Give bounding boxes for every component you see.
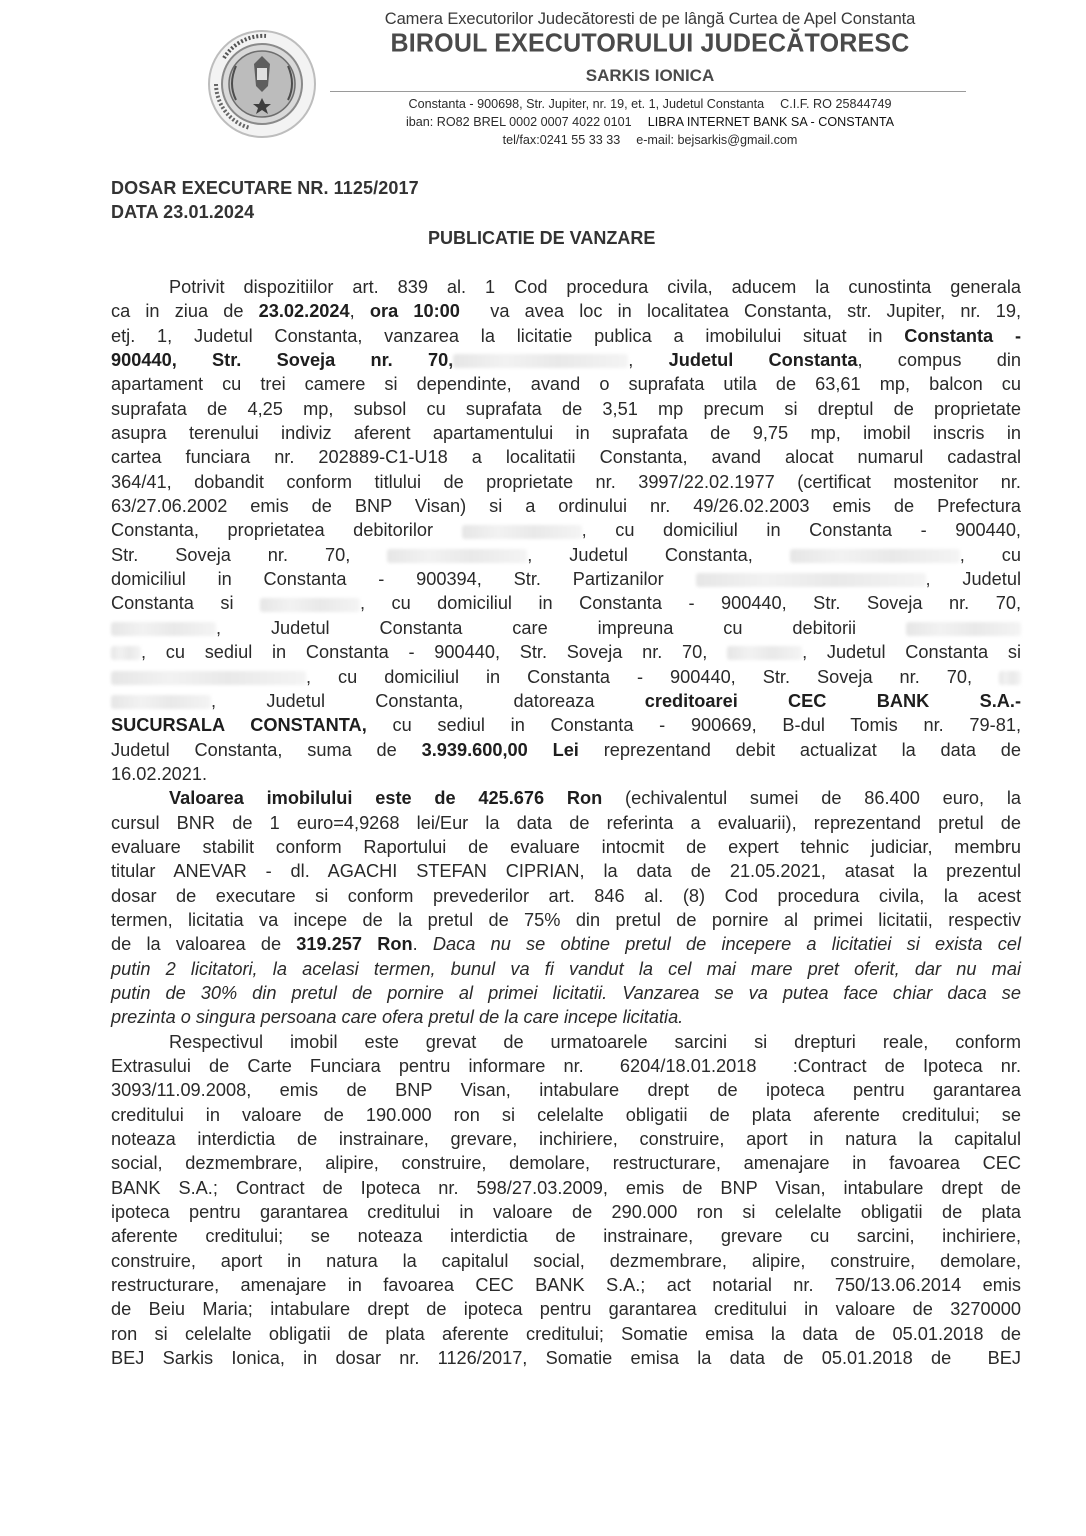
case-date: DATA 23.01.2024 bbox=[111, 202, 255, 222]
text-segment: cursul BNR de 1 euro=4,9268 lei/Eur la data de referinta a evaluarii), reprezentand pretul de bbox=[111, 812, 1021, 833]
italic-text: Daca nu se obtine pretul de incepere a licitatiei si exista cel bbox=[432, 934, 1021, 955]
text-line bbox=[111, 689, 1021, 713]
bailiff-seal-icon bbox=[206, 28, 318, 140]
text-segment: , Judetul bbox=[925, 569, 1021, 590]
text-line bbox=[111, 1224, 1021, 1248]
text-segment: Constanta, proprietatea debitorilor bbox=[111, 520, 462, 541]
text-segment: aferente creditului; se noteaza interdictia de instrainare, grevare cu sarcini, inchiriere, bbox=[111, 1226, 1021, 1247]
text-segment: termen, licitatia va incepe de la pretul de 75% din pretul de pornire al primei licitatii, respectiv bbox=[111, 909, 1021, 930]
text-segment: , bbox=[628, 350, 669, 371]
text-line bbox=[111, 713, 1021, 737]
text-segment: , Judetul Constanta si bbox=[802, 642, 1021, 663]
redacted-text bbox=[387, 549, 527, 563]
bold-text: 900440, Str. Soveja nr. 70, bbox=[111, 350, 454, 371]
office-contact-line bbox=[330, 133, 970, 147]
text-line bbox=[111, 324, 1021, 348]
text-line bbox=[111, 1005, 1021, 1029]
office-cif: C.I.F. RO 25844749 bbox=[780, 97, 892, 111]
redacted-text bbox=[111, 622, 216, 636]
office-tel: tel/fax:0241 55 33 33 bbox=[502, 133, 621, 147]
text-segment: , cu bbox=[959, 544, 1021, 565]
text-line bbox=[111, 884, 1021, 908]
text-line bbox=[111, 299, 1021, 323]
text-line bbox=[111, 1273, 1021, 1297]
text-segment: ron si celelalte obligatii de plata aferente creditului; Somatie emisa la data de 05.01.2018 de bbox=[111, 1323, 1021, 1344]
redacted-text bbox=[462, 525, 582, 539]
office-address: Constanta - 900698, Str. Jupiter, nr. 19, et. 1, Judetul Constanta bbox=[408, 97, 765, 111]
text-line bbox=[111, 1030, 1021, 1054]
text-line bbox=[111, 786, 1021, 810]
text-line bbox=[111, 1103, 1021, 1127]
text-segment: , bbox=[349, 301, 370, 322]
text-segment: etj. 1, Judetul Constanta, vanzarea la licitatie publica a imobilului situat in bbox=[111, 325, 905, 346]
text-segment: cu sediul in Constanta - 900669, B-dul Tomis nr. 79-81, bbox=[366, 715, 1021, 736]
text-segment: 364/41, dobandit conform titlului de proprietate nr. 3997/22.02.1977 (certificat mostenitor nr. bbox=[111, 471, 1021, 492]
bold-text: SUCURSALA CONSTANTA, bbox=[111, 715, 367, 736]
document-title: PUBLICATIE DE VANZARE bbox=[428, 228, 656, 248]
text-segment: construire, aport in natura la capitalul social, dezmembrare, alipire, construire, demolare, bbox=[111, 1250, 1021, 1271]
text-line bbox=[111, 518, 1021, 542]
text-line bbox=[111, 372, 1021, 396]
italic-text: putin de 30% din pretul de pornire al primei licitatii. Vanzarea se va putea face chiar daca se bbox=[111, 982, 1021, 1003]
case-number: DOSAR EXECUTARE NR. 1125/2017 bbox=[111, 178, 419, 198]
bold-text: 3.939.600,00 Lei bbox=[421, 739, 579, 760]
text-line bbox=[111, 1322, 1021, 1346]
text-line bbox=[111, 543, 1021, 567]
office-address-line bbox=[330, 97, 970, 111]
text-line bbox=[111, 665, 1021, 689]
text-segment: creditului in valoare de 190.000 ron si celelalte obligatii de plata aferente creditului; se bbox=[111, 1104, 1021, 1125]
text-line bbox=[111, 1346, 1021, 1370]
bold-text: 319.257 Ron bbox=[296, 934, 413, 955]
bold-text: 23.02.2024 bbox=[258, 301, 350, 322]
text-line bbox=[111, 1054, 1021, 1078]
text-segment: domiciliul in Constanta - 900394, Str. Partizanilor bbox=[111, 569, 696, 590]
text-line bbox=[111, 397, 1021, 421]
text-segment: Potrivit dispozitiilor art. 839 al. 1 Cod procedura civila, aducem la cunostinta generala bbox=[169, 277, 1021, 297]
text-segment: (echivalentul sumei de 86.400 euro, la bbox=[602, 788, 1021, 809]
text-segment: , cu domiciliul in Constanta - 900440, bbox=[581, 520, 1021, 541]
chamber-name: Camera Executorilor Judecătoresti de pe lângă Curtea de Apel Constanta bbox=[384, 10, 916, 28]
office-bank: LIBRA INTERNET BANK SA - CONSTANTA bbox=[647, 115, 895, 129]
text-segment: 3093/11.09.2008, emis de BNP Visan, intabulare drept de ipoteca pentru garantarea bbox=[111, 1080, 1021, 1101]
text-line bbox=[111, 421, 1021, 445]
text-line bbox=[111, 348, 1021, 372]
redacted-text bbox=[906, 622, 1021, 636]
text-segment: va avea loc in localitatea Constanta, str. Jupiter, nr. 19, bbox=[459, 301, 1022, 322]
text-line bbox=[111, 957, 1021, 981]
italic-text: putin 2 licitatori, la acelasi termen, bunul va fi vandut la cel mai mare pret oferit, dar nu mai bbox=[111, 958, 1021, 979]
redacted-text bbox=[453, 354, 628, 368]
text-line bbox=[111, 445, 1021, 469]
bold-text: ora 10:00 bbox=[369, 301, 460, 322]
text-segment: 16.02.2021. bbox=[111, 763, 208, 784]
text-line bbox=[111, 738, 1021, 762]
text-segment: dosar de executare si conform prevederilor art. 846 al. (8) Cod procedura civila, la acest bbox=[111, 885, 1021, 906]
redacted-text bbox=[696, 573, 926, 587]
text-segment: restructurare, amenajare in favoarea CEC BANK S.A.; act notarial nr. 750/13.06.2014 emis bbox=[111, 1275, 1021, 1296]
text-segment: , cu domiciliul in Constanta - 900440, Str. Soveja nr. 70, bbox=[359, 593, 1021, 614]
text-line bbox=[111, 1078, 1021, 1102]
letterhead-divider bbox=[330, 91, 966, 92]
text-segment: , Judetul Constanta care impreuna cu debitorii bbox=[216, 617, 906, 638]
bold-text: Judetul Constanta bbox=[668, 350, 858, 371]
text-segment: , Judetul Constanta, bbox=[527, 544, 790, 565]
text-line bbox=[111, 616, 1021, 640]
redacted-text bbox=[111, 671, 306, 685]
text-segment: Str. Soveja nr. 70, bbox=[111, 544, 388, 565]
bailiff-name: SARKIS IONICA bbox=[585, 66, 715, 85]
redacted-text bbox=[260, 598, 360, 612]
office-iban: iban: RO82 BREL 0002 0007 4022 0101 bbox=[405, 115, 632, 129]
text-segment: de Beiu Maria; intabulare drept de ipoteca pentru garantarea creditului in valoare de 3270000 bbox=[111, 1299, 1021, 1320]
text-segment: , Judetul Constanta, datoreaza bbox=[211, 690, 645, 711]
text-segment: , compus din bbox=[857, 350, 1022, 371]
text-segment: suprafata de 4,25 mp, subsol cu suprafata de 3,51 mp precum si dreptul de proprietate bbox=[111, 398, 1021, 419]
redacted-text bbox=[790, 549, 960, 563]
text-segment: Respectivul imobil este grevat de urmatoarele sarcini si drepturi reale, conform bbox=[169, 1031, 1021, 1052]
text-line bbox=[111, 1127, 1021, 1151]
text-line bbox=[111, 908, 1021, 932]
text-line bbox=[111, 762, 1021, 786]
italic-text: prezinta o singura persoana care ofera pretul de la care incepe licitatia. bbox=[111, 1007, 684, 1028]
text-line bbox=[111, 567, 1021, 591]
office-email[interactable]: e-mail: bejsarkis@gmail.com bbox=[636, 133, 798, 147]
text-segment: cartea funciara nr. 202889-C1-U18 a localitatii Constanta, avand alocat numarul cadastral bbox=[111, 447, 1021, 468]
bold-text: Valoarea imobilului este de 425.676 Ron bbox=[169, 788, 603, 809]
text-segment: Constanta si bbox=[111, 593, 260, 614]
office-name: BIROUL EXECUTORULUI JUDECĂTORESC bbox=[390, 28, 910, 58]
bold-text: creditoarei CEC BANK S.A.- bbox=[644, 690, 1022, 711]
text-segment: . bbox=[412, 934, 433, 955]
text-line bbox=[111, 494, 1021, 518]
text-segment: noteaza interdictia de instrainare, grevare, inchiriere, construire, aport in natura la capitalul bbox=[111, 1129, 1021, 1150]
text-segment: , cu sediul in Constanta - 900440, Str. Soveja nr. 70, bbox=[141, 642, 728, 663]
text-segment: social, dezmembrare, alipire, construire, demolare, restructurare, amenajare in favoarea CEC bbox=[111, 1153, 1021, 1174]
text-line bbox=[111, 470, 1021, 494]
document-body bbox=[111, 275, 1021, 1370]
text-segment: ca in ziua de bbox=[111, 301, 259, 322]
text-segment: reprezentand debit actualizat la data de bbox=[578, 739, 1021, 760]
text-segment: de la valoarea de bbox=[111, 934, 297, 955]
text-line bbox=[111, 1176, 1021, 1200]
text-line bbox=[111, 859, 1021, 883]
text-line bbox=[111, 811, 1021, 835]
bold-text: Constanta - bbox=[904, 325, 1021, 346]
text-segment: Extrasului de Carte Funciara pentru informare nr. 6204/18.01.2018 :Contract de Ipoteca nr. bbox=[111, 1056, 1021, 1076]
redacted-text bbox=[999, 671, 1021, 685]
text-line bbox=[111, 981, 1021, 1005]
text-segment: BEJ Sarkis Ionica, in dosar nr. 1126/2017, Somatie emisa la data de 05.01.2018 de BEJ bbox=[111, 1348, 1021, 1369]
text-line bbox=[111, 835, 1021, 859]
text-line bbox=[111, 1297, 1021, 1321]
text-segment: titular ANEVAR - dl. AGACHI STEFAN CIPRIAN, la data de 21.05.2021, atasat la prezentul bbox=[111, 861, 1021, 882]
text-line bbox=[111, 932, 1021, 956]
text-line bbox=[111, 1249, 1021, 1273]
text-segment: , cu domiciliul in Constanta - 900440, Str. Soveja nr. 70, bbox=[306, 666, 999, 687]
text-segment: evaluare stabilit conform Raportului de evaluare intocmit de expert tehnic judiciar, membru bbox=[111, 836, 1021, 857]
text-line bbox=[111, 591, 1021, 615]
text-line bbox=[111, 1151, 1021, 1175]
text-segment: 63/27.06.2002 emis de BNP Visan) si a ordinului nr. 49/26.02.2003 emis de Prefectura bbox=[111, 496, 1021, 517]
redacted-text bbox=[727, 646, 802, 660]
text-segment: BANK S.A.; Contract de Ipoteca nr. 598/27.03.2009, emis de BNP Visan, intabulare drept de bbox=[111, 1177, 1021, 1198]
text-segment: Judetul Constanta, suma de bbox=[111, 739, 422, 760]
redacted-text bbox=[111, 646, 141, 660]
text-segment: apartament cu trei camere si dependinte, avand o suprafata utila de 63,61 mp, balcon cu bbox=[111, 374, 1021, 395]
text-segment: ipoteca pentru garantarea creditului in valoare de 290.000 ron si celelalte obligatii de plata bbox=[111, 1202, 1021, 1223]
redacted-text bbox=[111, 695, 211, 709]
office-bank-line bbox=[330, 115, 970, 129]
text-line bbox=[111, 640, 1021, 664]
text-line bbox=[111, 275, 1021, 299]
text-line bbox=[111, 1200, 1021, 1224]
text-segment: asupra terenului indiviz aferent apartamentului in suprafata de 9,75 mp, imobil inscris in bbox=[111, 423, 1021, 444]
